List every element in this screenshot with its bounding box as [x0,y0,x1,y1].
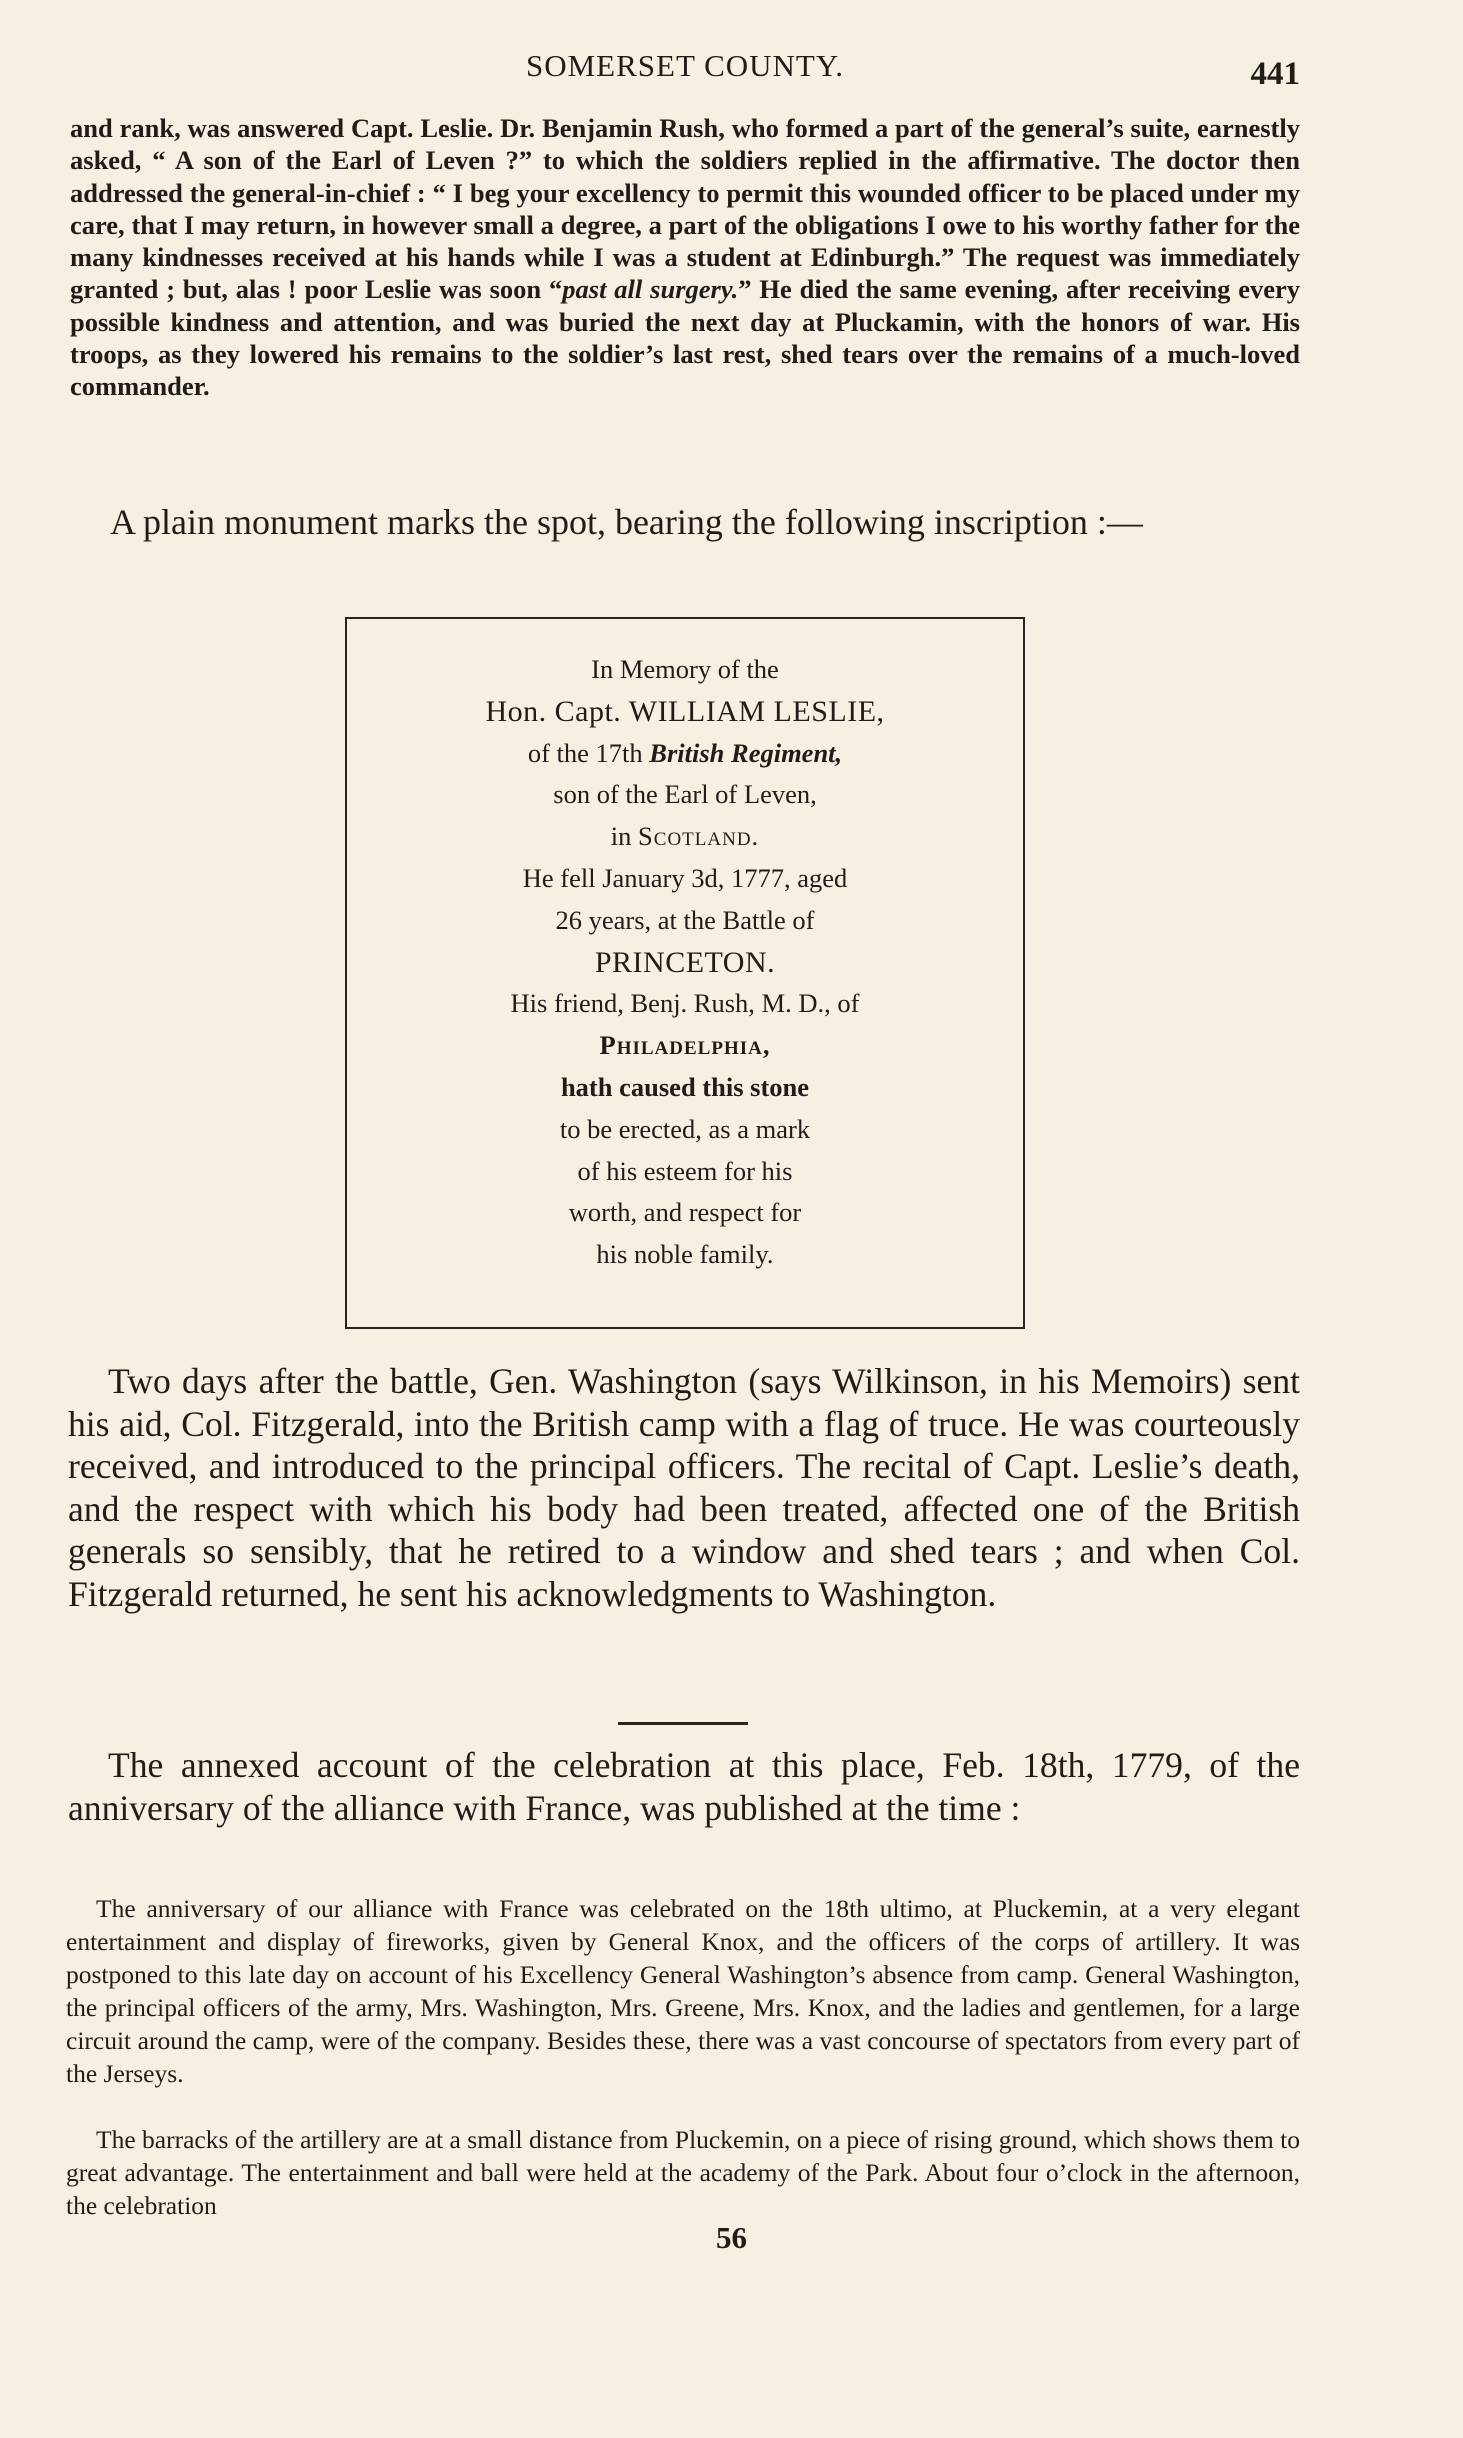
inscription-line: his noble family. [596,1239,774,1270]
inscription-smallcaps: Scotland. [638,821,760,852]
inscription-line: of the 17th British Regiment, [527,737,843,768]
paragraph-text: The barracks of the artillery are at a small distance from Pluckemin, on a piece of rising ground, which shows them to great advantage. The entertainment and ball were held at the academy of the Park. About four o’clock in the afternoon, the celebration [66,2125,1300,2220]
inscription-line: to be erected, as a mark [559,1113,811,1144]
inscription-line: Hon. Capt. WILLIAM LESLIE, [485,694,885,728]
italic-phrase: past all surgery. [562,274,739,305]
section-divider [618,1722,748,1725]
signature-mark: 56 [716,2220,747,2255]
inscription-line: PRINCETON. [594,945,776,979]
monument-inscription-box [345,617,1025,1329]
paragraph-text: The anniversary of our alliance with France was celebrated on the 18th ultimo, at Pluckemin, at a very elegant entertainment and display of fireworks, given by General Knox, and the officers of the corps of artillery. It was postponed to this late day on account of his Excellency General Washington’s absence from camp. General Washington, the principal officers of the army, Mrs. Washington, Mrs. Greene, Mrs. Knox, and the ladies and gentlemen, for a large circuit around the camp, were of the company. Besides these, there was a vast concourse of spectators from every part of the Jerseys. [66,1894,1300,2088]
running-title: SOMERSET COUNTY. [525,48,845,83]
inscription-italic: British Regiment, [649,737,843,768]
quote-paragraph-anniversary [66,1892,1300,2090]
paragraph-text: The annexed account of the celebration at this place, Feb. 18th, 1779, of the anniversary of the alliance with France, was published at the time : [68,1745,1300,1828]
inscription-line: His friend, Benj. Rush, M. D., of [510,988,860,1019]
running-head [70,46,1300,96]
inscription-line: worth, and respect for [568,1197,802,1228]
inscription-line: He fell January 3d, 1777, aged [522,862,848,893]
paragraph-text: A plain monument marks the spot, bearing the following inscription :— [110,502,1143,542]
inscription-line: in Scotland. [610,821,760,852]
inscription-line: Philadelphia, [599,1030,771,1061]
paragraph-celebration-intro [68,1744,1300,1829]
inscription-line: In Memory of the [591,654,779,684]
inscription-line: hath caused this stone [560,1071,810,1102]
quote-paragraph-barracks [66,2123,1300,2222]
paragraph-text-before-italic: and rank, was answered Capt. Leslie. Dr. Benjamin Rush, who formed a part of the general’s suite, earnestly asked, “ A son of the Earl of Leven ?” to which the soldiers replied in the affirmative. The doctor then addressed the general-in-chief : “ I beg your excellency to permit this wounded officer to be placed under my care, that I may return, in however small a degree, a part of the obligations I owe to his worthy father for the many kindnesses received at his hands while I was a student at Edinburgh.” The request was immediately granted ; but, alas ! poor Leslie was soon “ [70,113,1300,305]
page-number: 441 [1250,56,1300,92]
paragraph-flag-of-truce [68,1360,1300,1615]
inscription-line: of his esteem for his [577,1155,793,1186]
paragraph-monument-intro [70,502,1300,542]
paragraph-text-after-italic: ” He died the same evening, after receiving every possible kindness and attention, and was buried the next day at Pluckamin, with the honors of war. His troops, as they lowered his remains to the soldier’s last rest, shed tears over the remains of a much-loved commander. [70,274,1300,402]
paragraph-leslie-death [70,112,1300,403]
paragraph-text: Two days after the battle, Gen. Washington (says Wilkinson, in his Memoirs) sent his aid, Col. Fitzgerald, into the British camp with a flag of truce. He was courteously received, and introduced to the principal officers. The recital of Capt. Leslie’s death, and the respect with which his body had been treated, affected one of the British generals so sensibly, that he retired to a window and shed tears ; and when Col. Fitzgerald returned, he sent his acknowledgments to Washington. [68,1361,1300,1614]
inscription-line: son of the Earl of Leven, [553,779,817,810]
inscription-line: 26 years, at the Battle of [555,904,815,935]
